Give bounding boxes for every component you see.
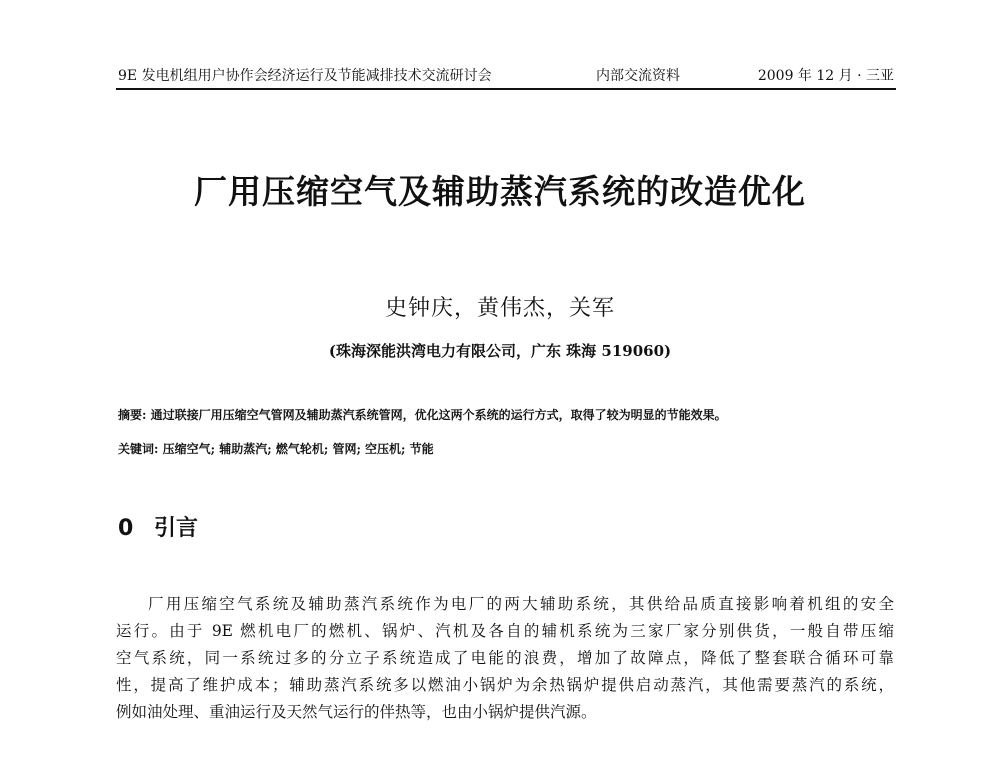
- paragraph-line-2: 运行。由于 9E 燃机电厂的燃机、锅炉、汽机及各自的辅机系统为三家厂家分别供货，一般自带压缩: [116, 622, 894, 640]
- paragraph-line-5: 例如油处理、重油运行及天然气运行的伴热等，也由小锅炉提供汽源。: [116, 703, 597, 721]
- section-heading-introduction: [118, 514, 198, 544]
- header-internal-material: 内部交流资料: [596, 68, 680, 84]
- header-date-location: 2009 年 12 月 · 三亚: [757, 68, 894, 84]
- abstract-label: 摘要:: [118, 408, 147, 422]
- paragraph-line-3: 空气系统，同一系统过多的分立子系统造成了电能的浪费，增加了故障点，降低了整套联合循环可靠: [116, 649, 894, 667]
- author-affiliation: (珠海深能洪湾电力有限公司，广东 珠海 519060): [328, 342, 672, 360]
- abstract: [118, 406, 898, 424]
- header-conference-name: 9E 发电机组用户协作会经济运行及节能减排技术交流研讨会: [118, 68, 492, 84]
- section-title: 引言: [154, 516, 199, 541]
- paper-title: 厂用压缩空气及辅助蒸汽系统的改造优化: [194, 172, 806, 211]
- section-number: 0: [118, 516, 134, 541]
- keywords-label: 关键词:: [118, 442, 159, 456]
- header-rule: [116, 88, 896, 90]
- author-list: 史钟庆，黄伟杰，关军: [384, 296, 615, 321]
- keywords-text: 压缩空气; 辅助蒸汽; 燃气轮机; 管网; 空压机; 节能: [162, 442, 434, 456]
- introduction-paragraph: [116, 591, 894, 726]
- keywords: [118, 440, 898, 458]
- paragraph-line-4: 性，提高了维护成本；辅助蒸汽系统多以燃油小锅炉为余热锅炉提供启动蒸汽，其他需要蒸汽的系统，: [116, 676, 894, 694]
- paragraph-line-1: 厂用压缩空气系统及辅助蒸汽系统作为电厂的两大辅助系统，其供给品质直接影响着机组的安全: [148, 595, 894, 613]
- abstract-text: 通过联接厂用压缩空气管网及辅助蒸汽系统管网，优化这两个系统的运行方式，取得了较为明显的节能效果。: [150, 408, 727, 422]
- running-header: [118, 66, 894, 86]
